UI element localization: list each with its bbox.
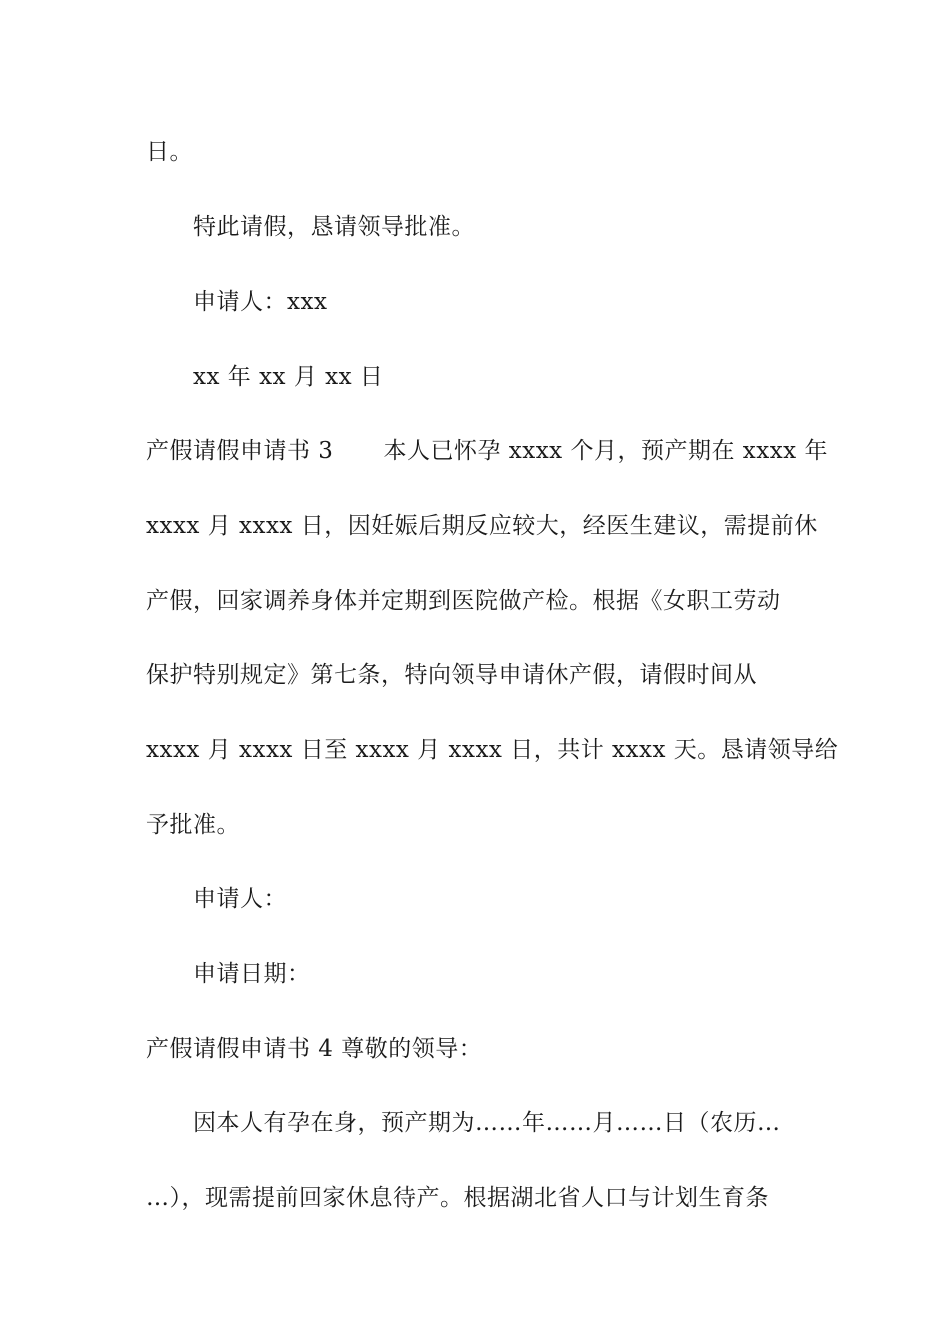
text-line-1: 日。: [146, 139, 193, 165]
applicant-label: 申请人：: [193, 886, 287, 912]
section-4-heading: 产假请假申请书 4 尊敬的领导：: [146, 1036, 483, 1062]
section-3-heading: 产假请假申请书 3: [146, 438, 334, 464]
text-line-16: …），现需提前回家休息待产。根据湖北省人口与计划生育条: [146, 1185, 769, 1211]
applicant-line: 申请人：xxx: [193, 289, 328, 315]
text-line-7: xxxx 月 xxxx 日，因妊娠后期反应较大，经医生建议，需提前休: [146, 513, 818, 539]
application-date-label: 申请日期：: [193, 961, 311, 987]
section-3-body-start: 本人已怀孕 xxxx 个月，预产期在 xxxx 年: [383, 438, 828, 464]
date-line: xx 年 xx 月 xx 日: [193, 364, 384, 390]
text-line-9: 保护特别规定》第七条，特向领导申请休产假，请假时间从: [146, 662, 757, 688]
text-line-8: 产假，回家调养身体并定期到医院做产检。根据《女职工劳动: [146, 588, 781, 614]
text-line-15: 因本人有孕在身，预产期为……年……月……日（农历…: [193, 1110, 781, 1136]
text-line-2: 特此请假，恳请领导批准。: [193, 214, 475, 240]
text-line-11: 予批准。: [146, 812, 240, 838]
text-line-10: xxxx 月 xxxx 日至 xxxx 月 xxxx 日，共计 xxxx 天。恳请领导给: [146, 737, 839, 763]
section-3-line: [146, 436, 828, 466]
